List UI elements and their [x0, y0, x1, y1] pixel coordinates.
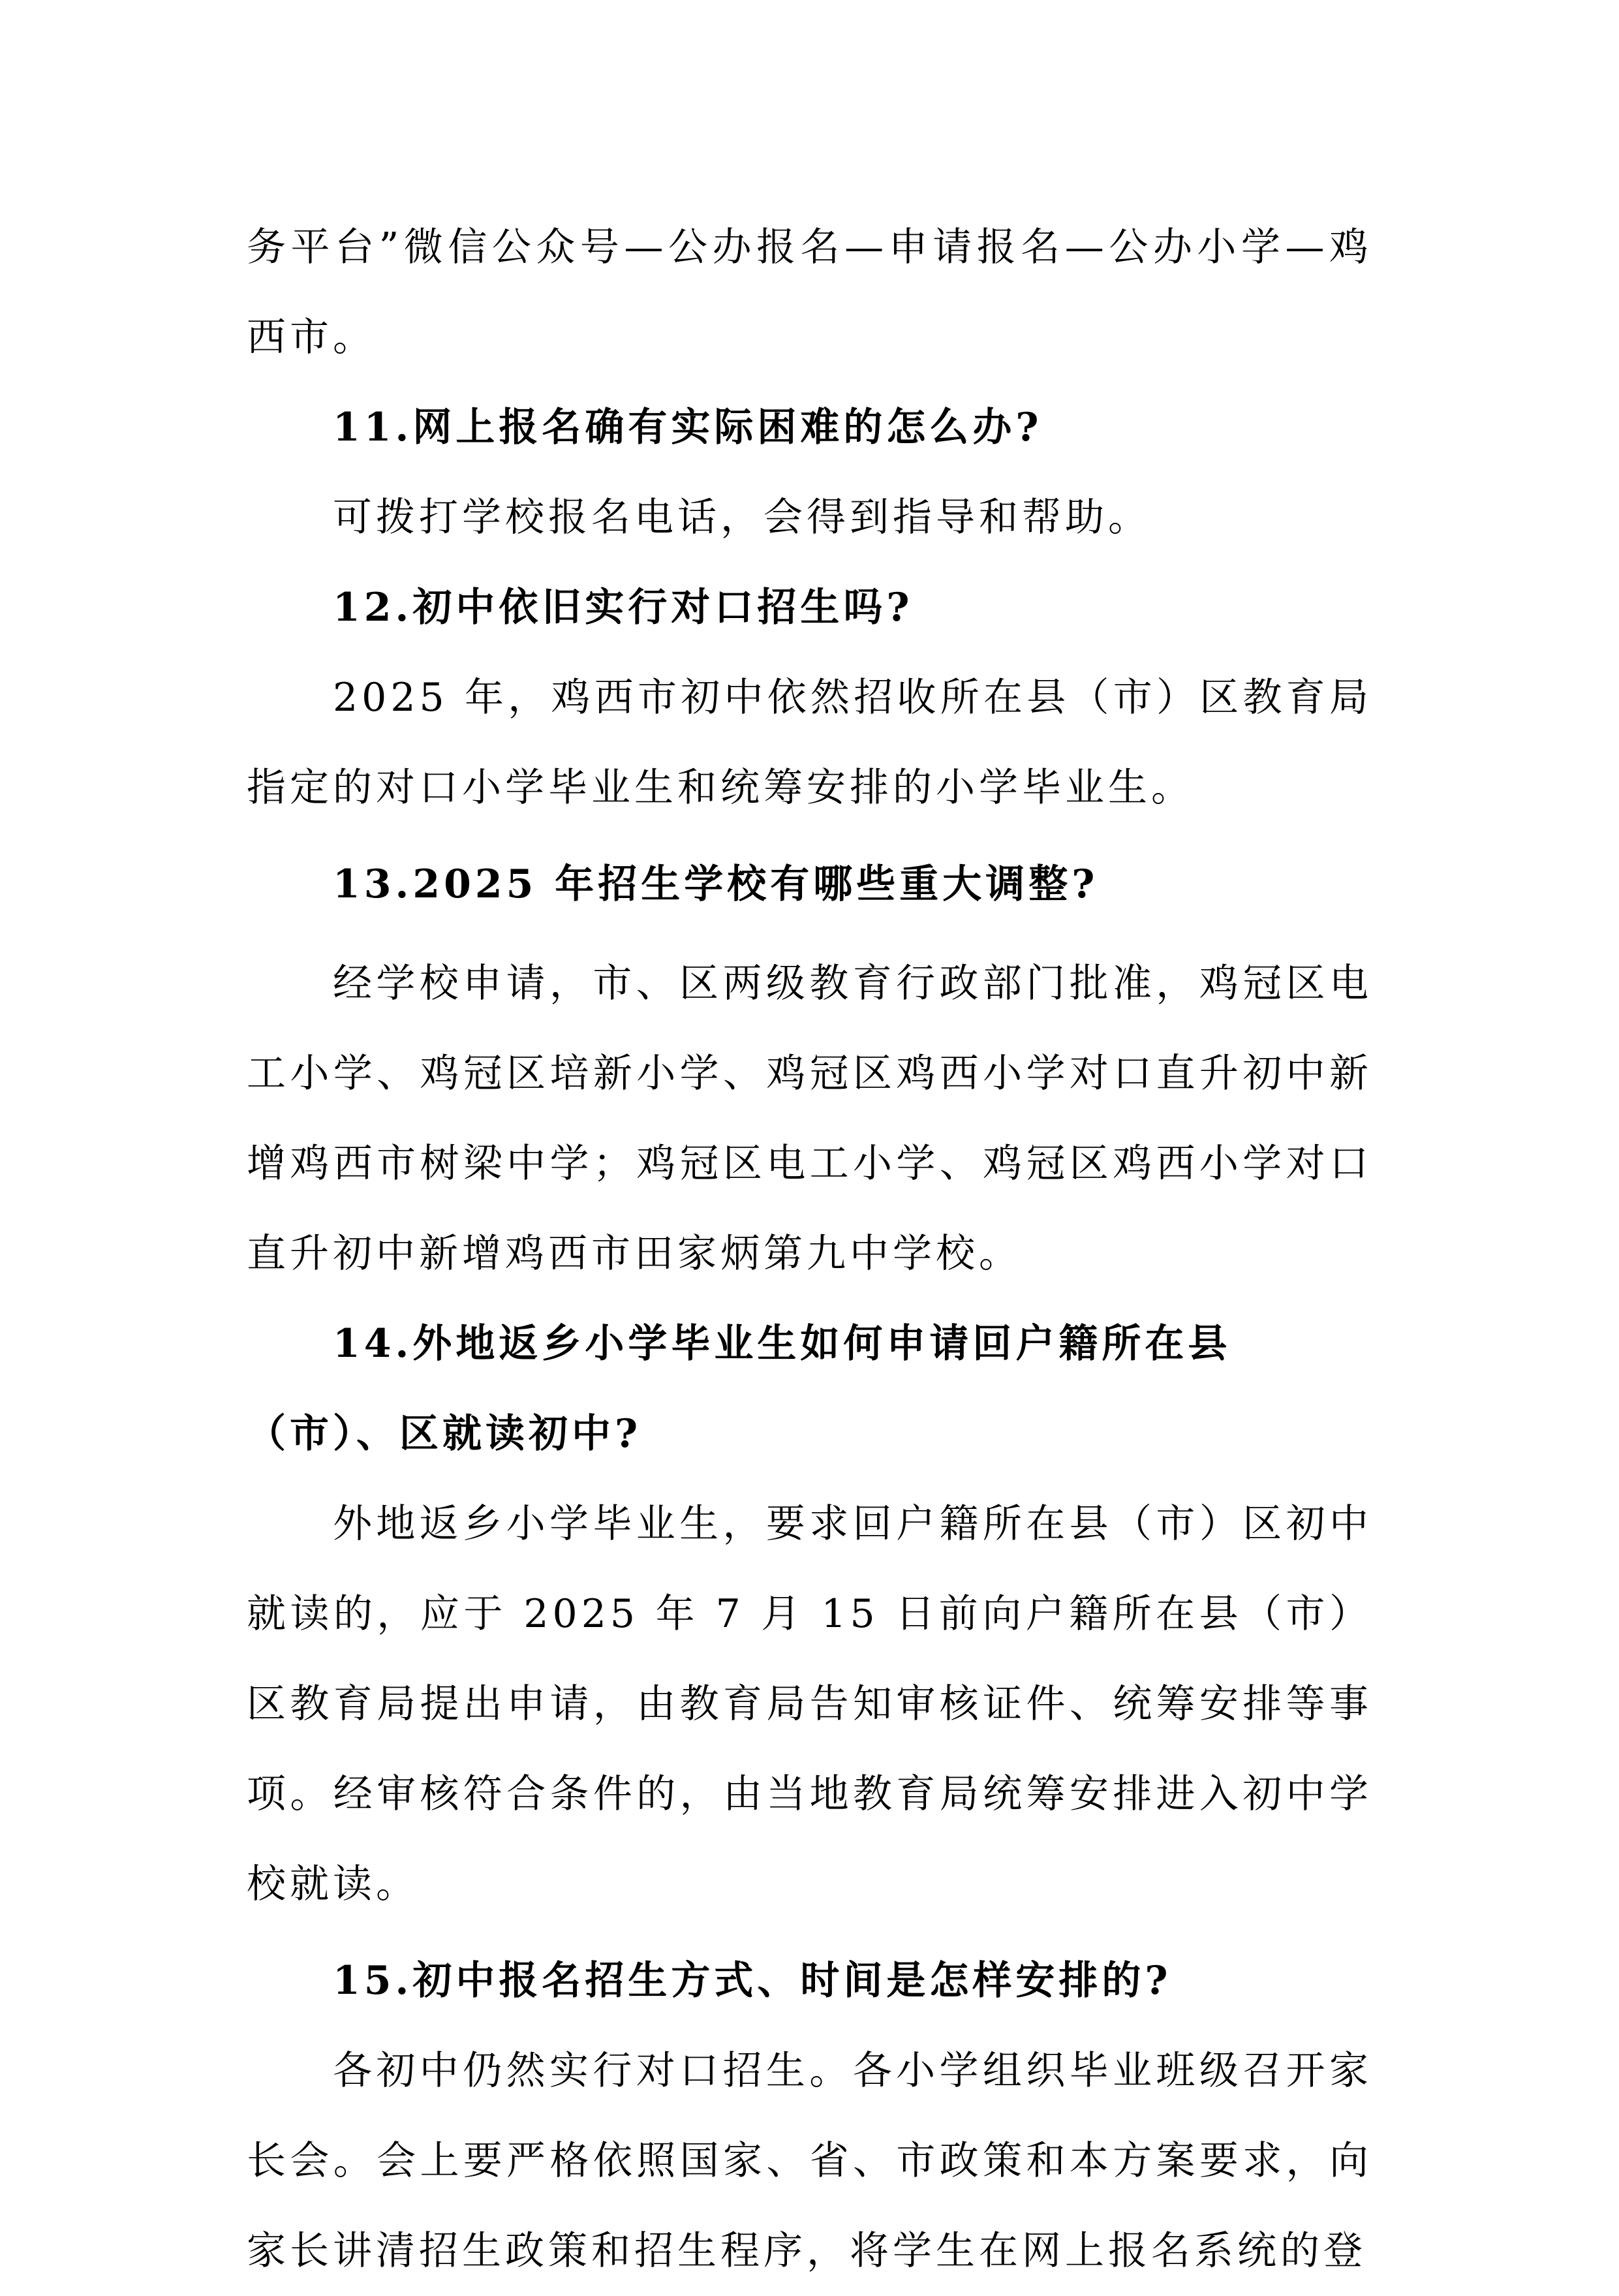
section-heading-12: 12.初中依旧实行对口招生吗?	[333, 585, 914, 630]
section-heading-15: 15.初中报名招生方式、时间是怎样安排的?	[333, 1958, 1172, 2004]
section-paragraph-11: 可拨打学校报名电话，会得到指导和帮助。	[333, 495, 1151, 540]
section-paragraph-13: 经学校申请，市、区两级教育行政部门批准，鸡冠区电工小学、鸡冠区培新小学、鸡冠区鸡西小学对口直升初中新增鸡西市树梁中学；鸡冠区电工小学、鸡冠区鸡西小学对口直升初中新增鸡西市田家炳第九中学校。	[247, 961, 1372, 1277]
section-heading-11: 11.网上报名确有实际困难的怎么办?	[333, 405, 1043, 450]
section-heading-14: 14.外地返乡小学毕业生如何申请回户籍所在县（市）、区就读初中?	[247, 1321, 1231, 1457]
section-paragraph-15: 各初中仍然实行对口招生。各小学组织毕业班级召开家长会。会上要严格依照国家、省、市政策和本方案要求，向家长讲清招生政策和招生程序，将学生在网上报名系统的登	[247, 2048, 1372, 2274]
section-heading-13: 13.2025 年招生学校有哪些重大调整?	[333, 861, 1099, 907]
section-paragraph-14: 外地返乡小学毕业生，要求回户籍所在县（市）区初中就读的，应于 2025 年 7 月 15 日前向户籍所在县（市）区教育局提出申请，由教育局告知审核证件、统筹安排等事项。经审核符合条件的，由当地教育局统筹安排进入初中学校就读。	[247, 1501, 1372, 1907]
section-paragraph-12: 2025 年，鸡西市初中依然招收所在县（市）区教育局指定的对口小学毕业生和统筹安排的小学毕业生。	[247, 675, 1372, 811]
document-body	[247, 202, 1372, 2296]
continuation-paragraph: 务平台”微信公众号—公办报名—申请报名—公办小学—鸡西市。	[247, 225, 1372, 360]
